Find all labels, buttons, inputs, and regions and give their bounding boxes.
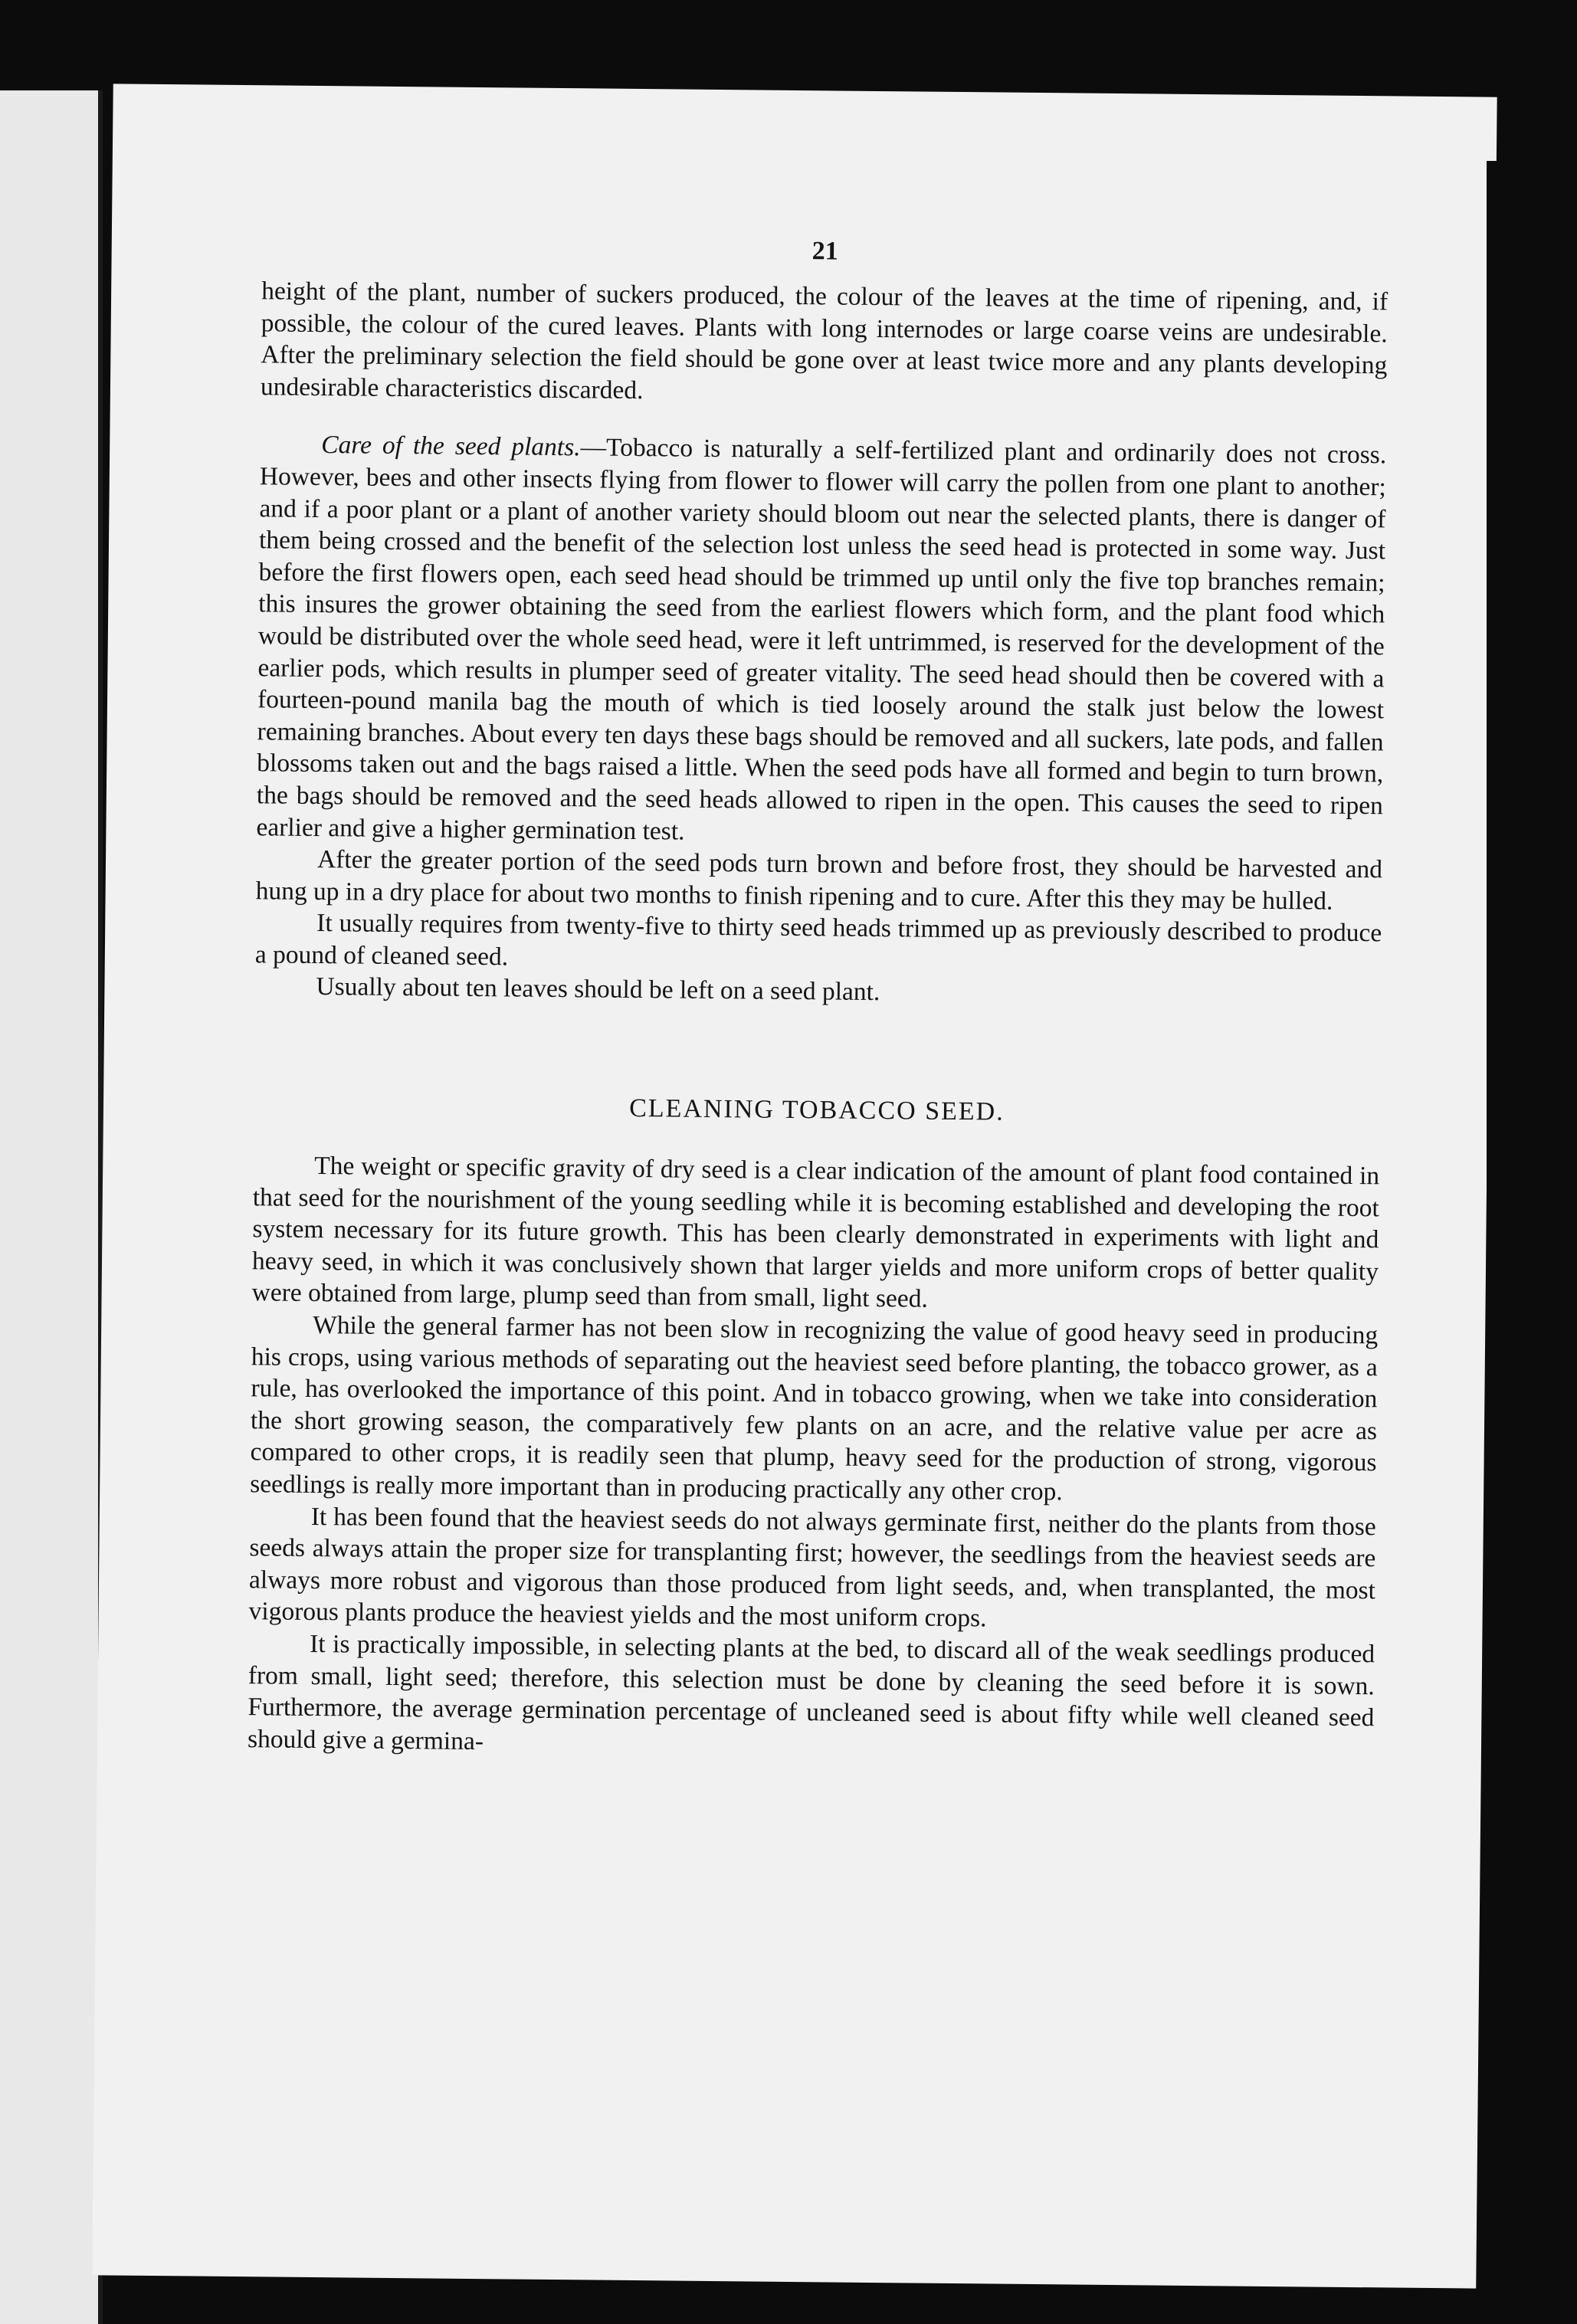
heaviest-seeds-paragraph: It has been found that the heaviest seeds do not always germinate first, neither do the plants from those seeds always attain the proper size for transplanting first; however, the seedlings from the heaviest seeds are always more robust and vigorous than those produced from light seeds, and, when transplanted, the most vigorous plants produce the heaviest yields and the most uniform crops. [248,1502,1376,1633]
specific-gravity-paragraph: The weight or specific gravity of dry seed is a clear indication of the amount of plant food contained in that seed for the nourishment of the young seedling while it is becoming established and developing the root system necessary for its future growth. This has been clearly demonstrated in experiments with light and heavy seed, in which it was conclusively shown that larger yields and more uniform crops of better quality were obtained from large, plump seed than from small, light seed. [251,1152,1380,1314]
leaves-paragraph: Usually about ten leaves should be left on a seed plant. [316,972,880,1007]
facing-page-edge [0,90,103,2324]
general-farmer-paragraph: While the general farmer has not been slow in recognizing the value of good heavy seed in producing his crops, using various methods of separating out the heaviest seed before planting, the tobacco grower, as a rule, has overlooked the importance of this point. And in tobacco growing, when we take into consideration the short growing season, the comparatively few plants on an acre, and the relative value per acre as compared to other crops, it is readily seen that plump, heavy seed for the production of strong, vigorous seedlings is really more important than in producing practically any other crop. [250,1311,1379,1506]
care-of-seed-plants-paragraph [256,429,1386,854]
scan-border-right [1487,161,1577,2291]
seed-heads-paragraph: It usually requires from twenty-five to thirty seed heads trimmed up as previously described to produce a pound of cleaned seed. [254,909,1382,972]
text-column [248,231,1388,1765]
page-number: 21 [811,237,838,266]
book-page [92,84,1497,2288]
harvest-paragraph: After the greater portion of the seed pods turn brown and before frost, they should be harvested and hung up in a dry place for about two months to finish ripening and to cure. After this they may be hulled. [255,845,1383,916]
section-heading: CLEANING TOBACCO SEED. [629,1093,1005,1126]
cleaning-before-sowing-paragraph: It is practically impossible, in selecting plants at the bed, to discard all of the weak seedlings produced from small, light seed; therefore, this selection must be done by cleaning the seed before it is sown. Furthermore, the average germination percentage of uncleaned seed is about fifty while well cleaned seed should give a germina- [247,1629,1375,1755]
care-of-seed-plants-body: —Tobacco is naturally a self-fertilized plant and ordinarily does not cross. However, bees and other insects flying from flower to flower will carry the pollen from one plant to another; and if a poor plant or a plant of another variety should bloom out near the selected plants, there is danger of them being crossed and the benefit of the selection lost unless the seed head is protected in some way. Just before the first flowers open, each seed head should be trimmed up until only the five top branches remain; this insures the grower obtaining the seed from the earliest flowers which form, and the plant food which would be distributed over the whole seed head, were it left untrimmed, is reserved for the development of the earlier pods, which results in plumper seed of greater vitality. The seed head should then be covered with a fourteen-pound manila bag the mouth of which is tied loosely around the stalk just below the lowest remaining branches. About every ten days these bags should be removed and all suckers, late pods, and fallen blossoms taken out and the bags raised a little. When the seed pods have all formed and begin to turn brown, the bags should be removed and the seed heads allowed to ripen in the open. This causes the seed to ripen earlier and give a higher germination test. [256,433,1387,846]
continuation-paragraph: height of the plant, number of suckers produced, the colour of the leaves at the time of ripening, and, if possible, the colour of the cured leaves. Plants with long internodes or large coarse veins are undesirable. After the preliminary selection the field should be gone over at least twice more and any plants developing undesirable characteristics discarded. [260,277,1388,405]
care-of-seed-plants-title: Care of the seed plants. [321,431,581,462]
